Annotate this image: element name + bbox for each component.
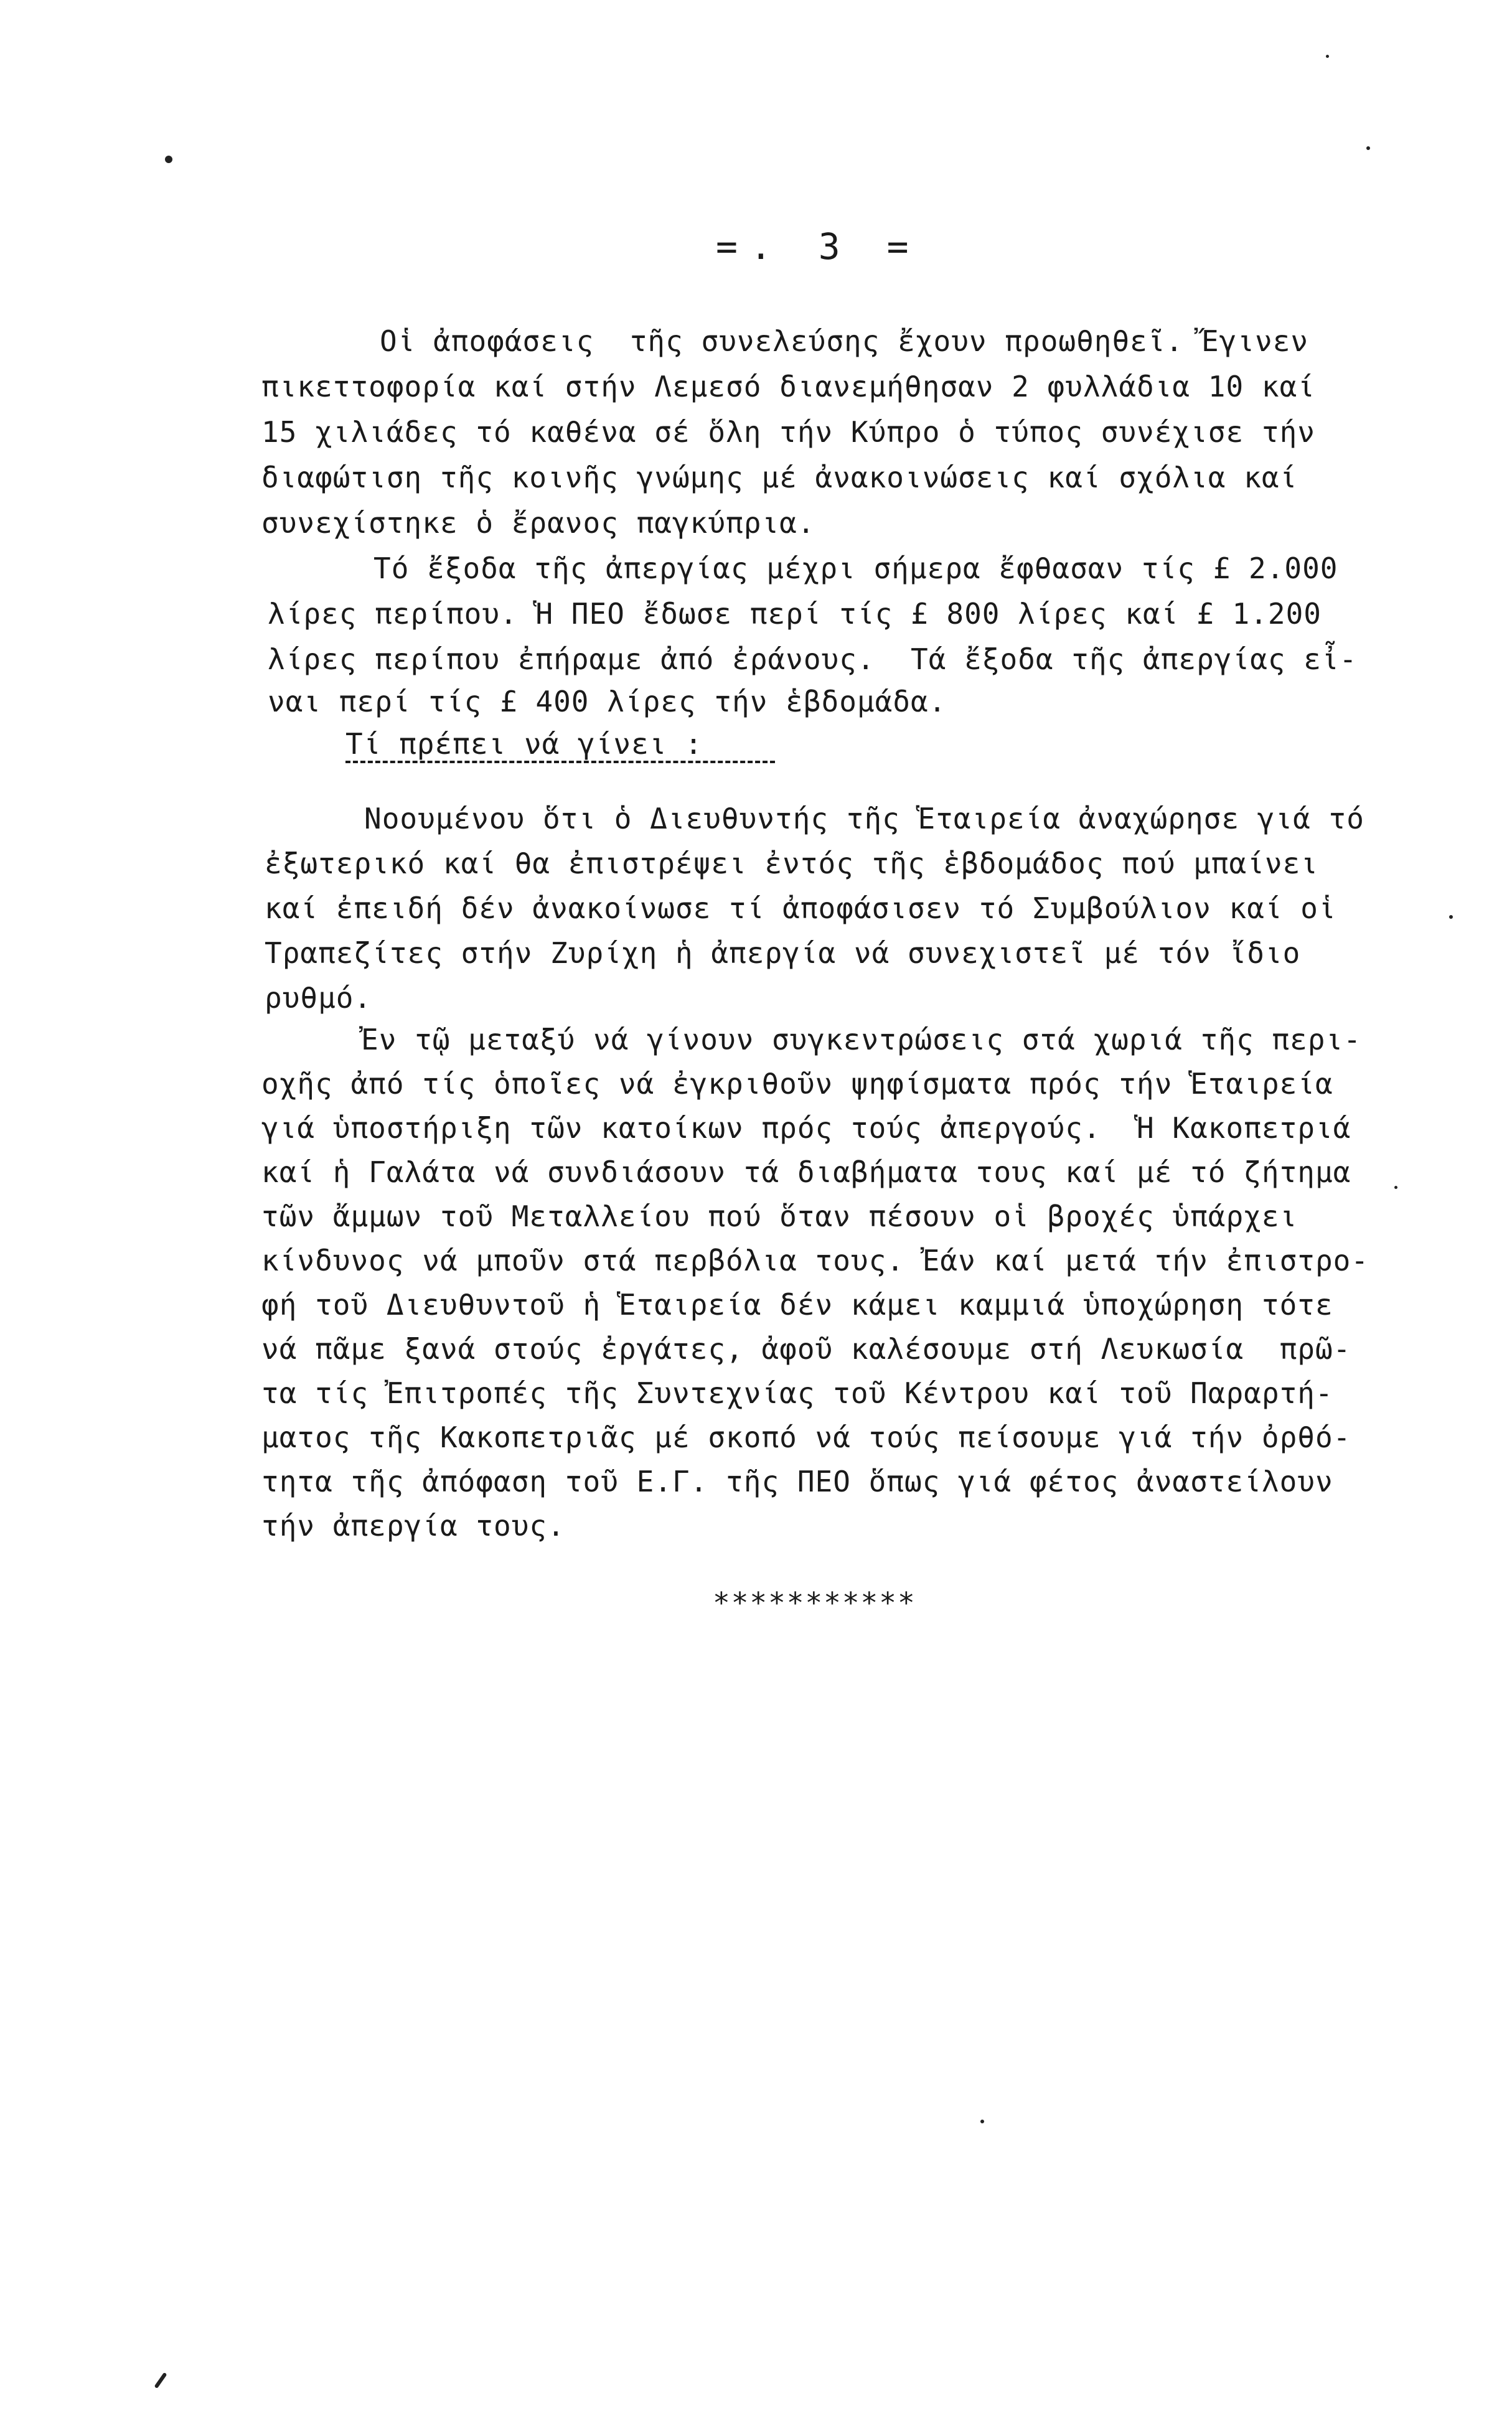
scan-speck (1366, 146, 1370, 150)
paragraph-3-line-3: καί ἐπειδή δέν ἀνακοίνωσε τί ἀποφάσισεν τό Συμβούλιον καί οἱ (265, 891, 1336, 925)
paragraph-4-line-4: καί ἡ Γαλάτα νά συνδιάσουν τά διαβήματα τους καί μέ τό ζήτημα (261, 1155, 1351, 1189)
paragraph-3-line-1: Νοουμένου ὅτι ὁ Διευθυντής τῆς Ἑταιρεία ἀναχώρησε γιά τό (364, 802, 1364, 835)
paragraph-2-line-1: Τό ἔξοδα τῆς ἀπεργίας μέχρι σήμερα ἔφθασαν τίς £ 2.000 (373, 552, 1338, 585)
paragraph-1-line-3: 15 χιλιάδες τό καθένα σέ ὅλη τήν Κύπρο ὁ τύπος συνέχισε τήν (261, 415, 1315, 449)
paragraph-2-line-3: λίρες περίπου ἐπήραμε ἀπό ἐράνους. Τά ἔξοδα τῆς ἀπεργίας εἶ- (268, 642, 1358, 676)
end-separator: *********** (713, 1586, 916, 1620)
paragraph-3-line-2: ἐξωτερικό καί θα ἐπιστρέψει ἐντός τῆς ἑβδομάδος πού μπαίνει (265, 847, 1318, 880)
paragraph-1-line-4: διαφώτιση τῆς κοινῆς γνώμης μέ ἀνακοινώσεις καί σχόλια καί (261, 461, 1298, 494)
paragraph-1-line-1: Οἱ ἀποφάσεις τῆς συνελεύσης ἔχουν προωθηθεῖ. Ἔγινεν (380, 324, 1309, 358)
pen-mark (154, 2372, 167, 2389)
scan-speck (1326, 55, 1329, 58)
paragraph-2-line-2: λίρες περίπου. Ἡ ΠΕΟ ἔδωσε περί τίς £ 800 λίρες καί £ 1.200 (268, 597, 1322, 631)
scan-speck (1449, 915, 1453, 919)
paragraph-3-line-4: Τραπεζίτες στήν Ζυρίχη ἡ ἀπεργία νά συνεχιστεῖ μέ τόν ἴδιο (265, 936, 1301, 970)
scan-speck (980, 2120, 984, 2123)
page-number: =. 3 = (716, 225, 921, 268)
paragraph-4-line-2: οχῆς ἀπό τίς ὁποῖες νά ἐγκριθοῦν ψηφίσματα πρός τήν Ἑταιρεία (261, 1067, 1333, 1101)
heading-underline (345, 761, 775, 763)
paragraph-1-line-2: πικεττοφορία καί στήν Λεμεσό διανεμήθησαν 2 φυλλάδια 10 καί (261, 370, 1315, 403)
paragraph-4-line-10: ματος τῆς Κακοπετριᾶς μέ σκοπό νά τούς πείσουμε γιά τήν ὀρθό- (261, 1421, 1351, 1454)
paragraph-4-line-6: κίνδυνος νά μποῦν στά περβόλια τους. Ἐάν καί μετά τήν ἐπιστρο- (261, 1244, 1369, 1277)
paragraph-4-line-3: γιά ὑποστήριξη τῶν κατοίκων πρός τούς ἀπεργούς. Ἡ Κακοπετριά (261, 1111, 1351, 1145)
paragraph-3-line-5: ρυθμό. (265, 981, 372, 1015)
paragraph-1-line-5: συνεχίστηκε ὁ ἔρανος παγκύπρια. (261, 506, 815, 540)
scan-speck (1394, 1186, 1397, 1189)
scan-speck (165, 156, 172, 163)
section-heading: Τί πρέπει νά γίνει : (345, 727, 703, 761)
paragraph-2-line-4: ναι περί τίς £ 400 λίρες τήν ἑβδομάδα. (268, 685, 947, 718)
paragraph-4-line-5: τῶν ἄμμων τοῦ Μεταλλείου πού ὅταν πέσουν οἱ βροχές ὑπάρχει (261, 1200, 1298, 1233)
paragraph-4-line-8: νά πᾶμε ξανά στούς ἐργάτες, ἀφοῦ καλέσουμε στή Λευκωσία πρῶ- (261, 1332, 1351, 1366)
paragraph-4-line-12: τήν ἀπεργία τους. (261, 1509, 565, 1543)
paragraph-4-line-11: τητα τῆς ἀπόφαση τοῦ Ε.Γ. τῆς ΠΕΟ ὅπως γιά φέτος ἀναστείλουν (261, 1465, 1333, 1498)
paragraph-4-line-1: Ἐν τῷ μεταξύ νά γίνουν συγκεντρώσεις στά χωριά τῆς περι- (361, 1023, 1361, 1056)
paragraph-4-line-9: τα τίς Ἐπιτροπές τῆς Συντεχνίας τοῦ Κέντρου καί τοῦ Παραρτή- (261, 1376, 1333, 1410)
paragraph-4-line-7: φή τοῦ Διευθυντοῦ ἡ Ἑταιρεία δέν κάμει καμμιά ὑποχώρηση τότε (261, 1288, 1333, 1322)
